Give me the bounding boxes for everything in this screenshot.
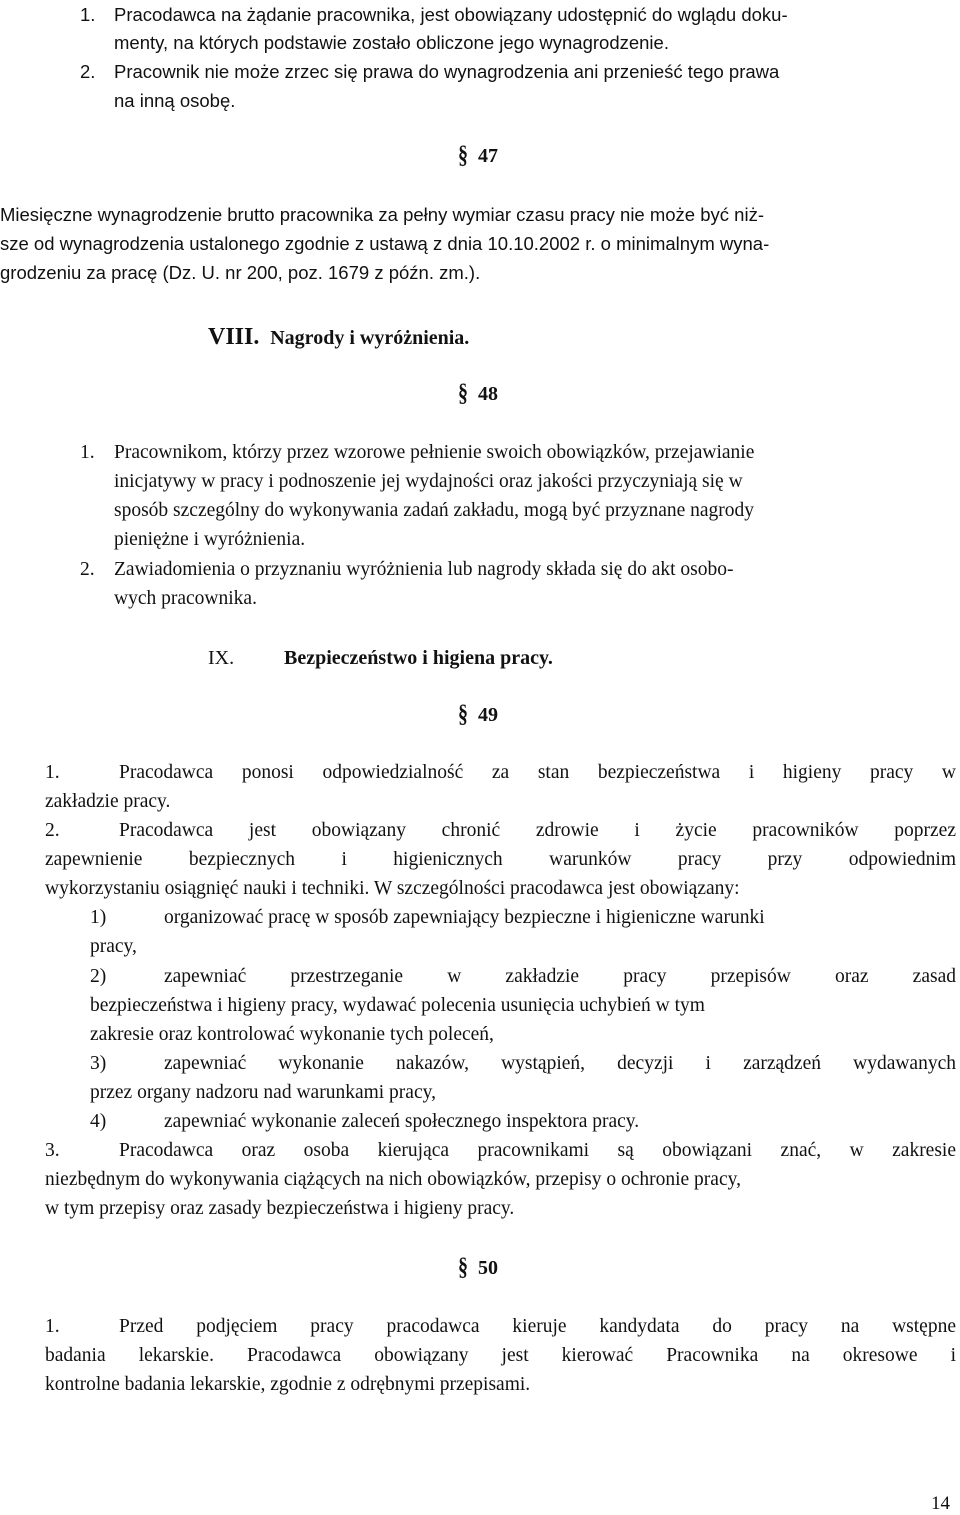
section-number: 47 xyxy=(478,145,498,167)
paragraph-number: 2. xyxy=(45,820,60,841)
list-item-text: Pracownikom, którzy przez wzorowe pełnienie swoich obowiązków, przejawianie xyxy=(114,442,755,463)
paragraph-line: sze od wynagrodzenia ustalonego zgodnie z ustawą z dnia 10.10.2002 r. o minimalnym wyna- xyxy=(0,233,770,254)
list-item-text: wych pracownika. xyxy=(114,588,257,609)
section-number: 49 xyxy=(478,704,498,726)
paragraph-text: Przed podjęciem pracy pracodawca kieruje kandydata do pracy na wstępne xyxy=(119,1316,956,1337)
sublist-text: pracy, xyxy=(90,936,137,957)
chapter-roman: VIII. xyxy=(208,324,260,350)
list-item-text: inicjatywy w pracy i podnoszenie jej wydajności oraz jakości przyczyniają się w xyxy=(114,471,743,492)
paragraph-line: zapewnienie bezpiecznych i higienicznych warunków pracy przy odpowiednim xyxy=(45,849,956,870)
paragraph-text: Pracodawca jest obowiązany chronić zdrowie i życie pracowników poprzez xyxy=(119,820,956,841)
page-number: 14 xyxy=(931,1493,950,1514)
section-number: 50 xyxy=(478,1257,498,1279)
sublist-number: 3) xyxy=(90,1053,107,1074)
paragraph-number: 1. xyxy=(45,1316,60,1337)
list-number: 1. xyxy=(80,4,96,25)
list-item-text: na inną osobę. xyxy=(114,90,236,111)
paragraph-number: 3. xyxy=(45,1140,60,1161)
section-mark: § xyxy=(458,1253,468,1282)
list-item-text: sposób szczególny do wykonywania zadań zakładu, mogą być przyznane nagrody xyxy=(114,500,755,521)
chapter-title: Nagrody i wyróżnienia. xyxy=(270,327,470,349)
paragraph-line: wykorzystaniu osiągnięć nauki i techniki. W szczególności pracodawca jest obowiązany: xyxy=(45,878,740,899)
paragraph-line: kontrolne badania lekarskie, zgodnie z odrębnymi przepisami. xyxy=(45,1374,531,1395)
sublist-number: 4) xyxy=(90,1111,107,1132)
paragraph-line: grodzeniu za pracę (Dz. U. nr 200, poz. 1679 z późn. zm.). xyxy=(0,262,481,283)
sublist-text: organizować pracę w sposób zapewniający bezpieczne i higieniczne warunki xyxy=(164,907,765,928)
section-mark: § xyxy=(458,700,468,729)
paragraph-text: Pracodawca ponosi odpowiedzialność za stan bezpieczeństwa i higieny pracy w xyxy=(119,762,956,783)
sublist-number: 1) xyxy=(90,907,107,928)
sublist-text: zapewniać wykonanie nakazów, wystąpień, decyzji i zarządzeń wydawanych xyxy=(164,1053,956,1074)
paragraph-line xyxy=(45,763,956,783)
paragraph-line xyxy=(45,821,956,841)
paragraph-number: 1. xyxy=(45,762,60,783)
list-item-text: Zawiadomienia o przyznaniu wyróżnienia lub nagrody składa się do akt osobo- xyxy=(114,559,734,580)
list-item-text: Pracodawca na żądanie pracownika, jest obowiązany udostępnić do wglądu doku- xyxy=(114,4,788,25)
paragraph-line xyxy=(45,1317,956,1337)
section-heading-50 xyxy=(458,1253,498,1282)
chapter-roman: IX. xyxy=(208,647,235,669)
section-heading-47 xyxy=(458,141,498,170)
sublist-text: bezpieczeństwa i higieny pracy, wydawać polecenia usunięcia uchybień w tym xyxy=(90,995,705,1016)
list-number: 2. xyxy=(80,559,95,580)
sublist-text: zapewniać wykonanie zaleceń społecznego inspektora pracy. xyxy=(164,1111,640,1132)
chapter-heading-8 xyxy=(208,325,469,349)
paragraph-text: Pracodawca oraz osoba kierująca pracownikami są obowiązani znać, w zakresie xyxy=(119,1140,956,1161)
sublist-number: 2) xyxy=(90,966,107,987)
list-item-text: pieniężne i wyróżnienia. xyxy=(114,529,306,550)
sublist-text: zapewniać przestrzeganie w zakładzie pracy przepisów oraz zasad xyxy=(164,966,956,987)
paragraph-line: badania lekarskie. Pracodawca obowiązany jest kierować Pracownika na okresowe i xyxy=(45,1345,956,1366)
list-item-text: menty, na których podstawie zostało obliczone jego wynagrodzenie. xyxy=(114,32,669,53)
list-item-text: Pracownik nie może zrzec się prawa do wynagrodzenia ani przenieść tego prawa xyxy=(114,61,780,82)
sublist-text: przez organy nadzoru nad warunkami pracy, xyxy=(90,1082,436,1103)
paragraph-line xyxy=(45,1141,956,1161)
section-mark: § xyxy=(458,141,468,170)
paragraph-line: w tym przepisy oraz zasady bezpieczeństwa i higieny pracy. xyxy=(45,1198,515,1219)
paragraph-line: zakładzie pracy. xyxy=(45,791,171,812)
paragraph-line: niezbędnym do wykonywania ciążących na nich obowiązków, przepisy o ochronie pracy, xyxy=(45,1169,741,1190)
sublist-text: zakresie oraz kontrolować wykonanie tych poleceń, xyxy=(90,1024,494,1045)
list-number: 1. xyxy=(80,442,95,463)
list-number: 2. xyxy=(80,61,96,82)
section-heading-49 xyxy=(458,700,498,729)
section-mark: § xyxy=(458,379,468,408)
section-heading-48 xyxy=(458,379,498,408)
chapter-title: Bezpieczeństwo i higiena pracy. xyxy=(284,647,553,669)
paragraph-line: Miesięczne wynagrodzenie brutto pracownika za pełny wymiar czasu pracy nie może być niż- xyxy=(0,204,764,225)
section-number: 48 xyxy=(478,383,498,405)
chapter-heading-9 xyxy=(208,647,553,669)
